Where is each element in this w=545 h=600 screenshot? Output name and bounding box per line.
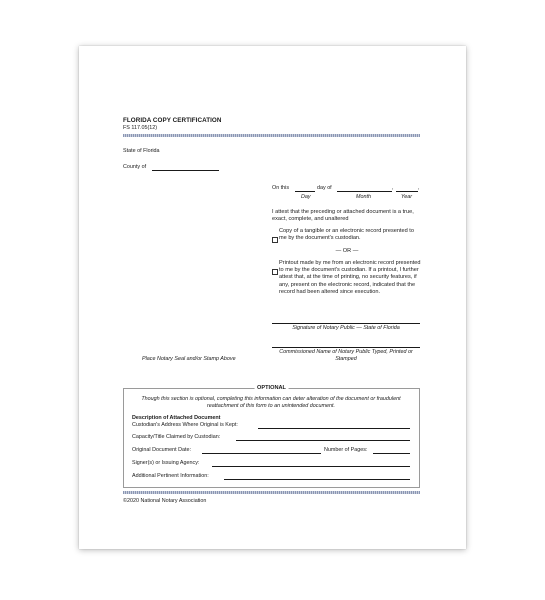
additional-info-field[interactable] xyxy=(224,479,410,480)
form-title: FLORIDA COPY CERTIFICATION xyxy=(123,117,222,124)
custodian-address-field[interactable] xyxy=(258,428,410,429)
notary-signature-label: Signature of Notary Public — State of Florida xyxy=(292,325,400,331)
optional-note: Though this section is optional, completing this information can deter alteration of the document or fraudulent reattachment of this form to an unintended document. xyxy=(141,396,401,409)
optional-title: OPTIONAL xyxy=(254,385,289,391)
day-field[interactable] xyxy=(295,191,315,192)
day-of-label: day of xyxy=(317,185,332,191)
capacity-label: Capacity/Title Claimed by Custodian: xyxy=(132,434,221,440)
attestation-intro: I attest that the preceding or attached document is a true, exact, complete, and unaltered xyxy=(272,209,414,223)
custodian-address-label: Custodian's Address Where Original is Kept: xyxy=(132,422,238,428)
year-caption: Year xyxy=(401,194,413,200)
month-caption: Month xyxy=(356,194,371,200)
original-date-label: Original Document Date: xyxy=(132,447,192,453)
state-label: State of Florida xyxy=(123,148,160,154)
additional-info-label: Additional Pertinent Information: xyxy=(132,473,209,479)
seal-area-label: Place Notary Seal and/or Stamp Above xyxy=(142,356,236,362)
month-field[interactable] xyxy=(337,191,392,192)
description-heading: Description of Attached Document xyxy=(132,415,221,421)
original-date-field[interactable] xyxy=(202,453,321,454)
or-separator: — OR — xyxy=(335,248,359,254)
county-label: County of xyxy=(123,164,147,170)
copyright-text: ©2020 National Notary Association xyxy=(123,498,207,504)
certificate-page xyxy=(79,46,466,549)
bottom-divider-rule xyxy=(123,491,420,494)
pages-field[interactable] xyxy=(373,453,410,454)
day-caption: Day xyxy=(301,194,311,200)
form-number: FS 117.05(12) xyxy=(123,125,158,131)
notary-signature-line[interactable] xyxy=(272,323,420,324)
optional-section xyxy=(123,385,420,488)
printed-name-label: Commissioned Name of Notary Public Typed, Printed or Stamped xyxy=(279,349,413,362)
signers-field[interactable] xyxy=(212,466,410,467)
date-comma: , xyxy=(392,185,394,191)
top-divider-rule xyxy=(123,134,420,137)
on-this-label: On this xyxy=(272,185,290,191)
signers-label: Signer(s) or Issuing Agency: xyxy=(132,460,200,466)
year-field[interactable] xyxy=(396,191,418,192)
capacity-field[interactable] xyxy=(236,440,410,441)
option1-text: Copy of a tangible or an electronic record presented to me by the document's custodian. xyxy=(279,228,414,242)
county-field[interactable] xyxy=(152,170,219,171)
option2-text: Printout made by me from an electronic record presented to me by the document's custodian. If a printout, I further attest that, at the time of printing, no security features, if any, present on the electronic record, indicated that the record had been altered since execution. xyxy=(279,260,421,295)
pages-label: Number of Pages: xyxy=(324,447,368,453)
printed-name-line[interactable] xyxy=(272,347,420,348)
date-comma-end: , xyxy=(418,185,420,191)
